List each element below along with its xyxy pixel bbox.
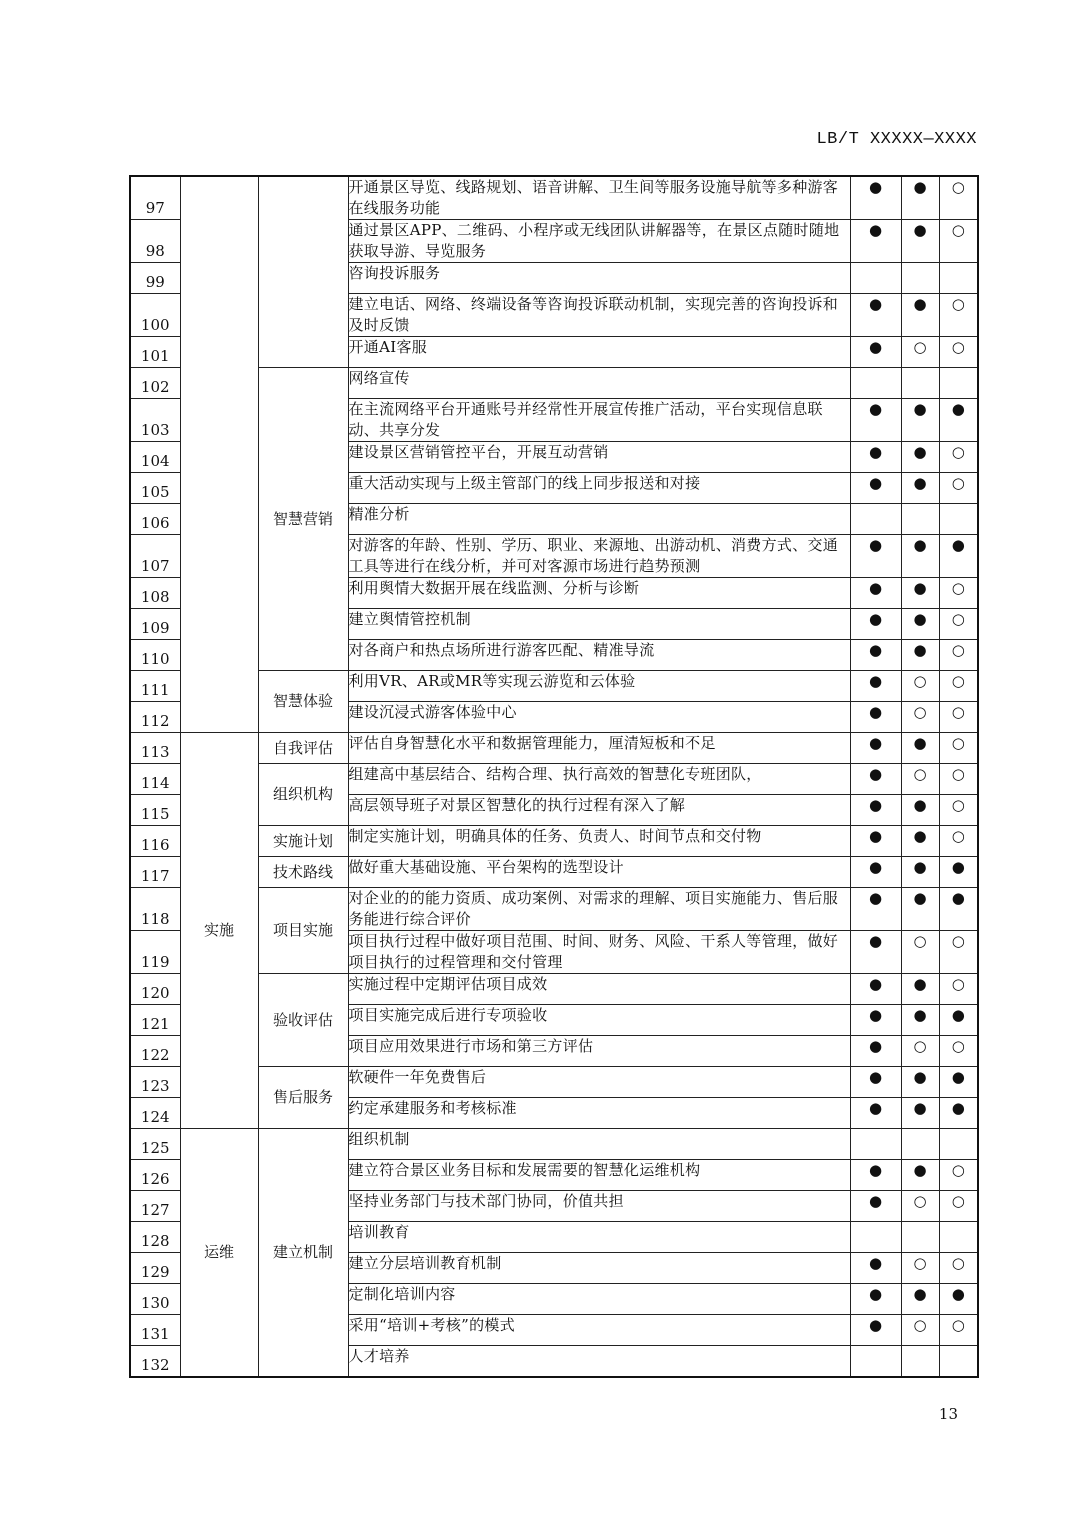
rating-mark-3: ○ [939,826,978,857]
item-text: 组织机制 [348,1129,850,1160]
item-text: 评估自身智慧化水平和数据管理能力，厘清短板和不足 [348,733,850,764]
rating-mark-2: ● [901,535,939,578]
rating-mark-1: ● [850,337,901,368]
item-text: 建设沉浸式游客体验中心 [348,702,850,733]
item-text: 精准分析 [348,504,850,535]
rating-mark-2: ● [901,578,939,609]
item-text: 高层领导班子对景区智慧化的执行过程有深入了解 [348,795,850,826]
rating-mark-2: ○ [901,337,939,368]
item-text: 项目应用效果进行市场和第三方评估 [348,1036,850,1067]
item-text: 通过景区APP、二维码、小程序或无线团队讲解器等，在景区点随时随地获取导游、导览服务 [348,220,850,263]
item-text: 建立电话、网络、终端设备等咨询投诉联动机制，实现完善的咨询投诉和及时反馈 [348,294,850,337]
rating-mark-1: ● [850,1098,901,1129]
rating-mark-1: ● [850,640,901,671]
row-number: 121 [130,1005,180,1036]
rating-mark-3: ● [939,1284,978,1315]
rating-mark-2: ○ [901,702,939,733]
rating-mark-2: ● [901,294,939,337]
rating-mark-1 [850,504,901,535]
rating-mark-1 [850,368,901,399]
table-row [130,826,978,857]
item-text: 建立符合景区业务目标和发展需要的智慧化运维机构 [348,1160,850,1191]
rating-mark-1: ● [850,857,901,888]
item-text: 建设景区营销管控平台，开展互动营销 [348,442,850,473]
item-text: 利用VR、AR或MR等实现云游览和云体验 [348,671,850,702]
rating-mark-2: ● [901,220,939,263]
row-number: 98 [130,220,180,263]
rating-mark-1 [850,1222,901,1253]
row-number: 102 [130,368,180,399]
table-row [130,176,978,220]
item-text: 定制化培训内容 [348,1284,850,1315]
item-text: 开通景区导览、线路规划、语音讲解、卫生间等服务设施导航等多种游客在线服务功能 [348,176,850,220]
rating-mark-1: ● [850,733,901,764]
rating-mark-3: ○ [939,1160,978,1191]
rating-mark-3 [939,1346,978,1377]
rating-mark-3: ○ [939,1191,978,1222]
rating-mark-1: ● [850,1191,901,1222]
document-code: LB/T XXXXX—XXXX [816,130,977,149]
rating-mark-2: ● [901,609,939,640]
rating-mark-1: ● [850,1036,901,1067]
rating-mark-3 [939,368,978,399]
row-number: 99 [130,263,180,294]
category-level2: 智慧营销 [258,368,348,671]
category-level1: 运维 [180,1129,258,1377]
rating-mark-3: ○ [939,176,978,220]
row-number: 132 [130,1346,180,1377]
rating-mark-3 [939,504,978,535]
rating-mark-2: ● [901,442,939,473]
rating-mark-2: ● [901,795,939,826]
rating-mark-3: ○ [939,609,978,640]
rating-mark-1 [850,263,901,294]
rating-mark-2: ○ [901,931,939,974]
rating-mark-3: ○ [939,733,978,764]
rating-mark-2: ● [901,1098,939,1129]
rating-mark-2: ● [901,473,939,504]
rating-mark-2: ● [901,857,939,888]
rating-mark-3 [939,263,978,294]
rating-mark-2 [901,504,939,535]
row-number: 129 [130,1253,180,1284]
item-text: 坚持业务部门与技术部门协同，价值共担 [348,1191,850,1222]
row-number: 127 [130,1191,180,1222]
rating-mark-3: ○ [939,578,978,609]
rating-mark-1: ● [850,535,901,578]
rating-mark-3: ○ [939,1315,978,1346]
table-row [130,888,978,931]
rating-mark-3: ○ [939,640,978,671]
rating-mark-1: ● [850,888,901,931]
rating-mark-3: ○ [939,702,978,733]
rating-mark-1: ● [850,442,901,473]
row-number: 104 [130,442,180,473]
table-row [130,368,978,399]
rating-mark-2: ● [901,176,939,220]
row-number: 122 [130,1036,180,1067]
table-row [130,974,978,1005]
category-level2: 技术路线 [258,857,348,888]
item-text: 培训教育 [348,1222,850,1253]
rating-mark-3: ○ [939,294,978,337]
row-number: 110 [130,640,180,671]
rating-mark-3: ● [939,1005,978,1036]
rating-mark-1: ● [850,473,901,504]
category-level2: 实施计划 [258,826,348,857]
rating-mark-1 [850,1129,901,1160]
item-text: 建立舆情管控机制 [348,609,850,640]
item-text: 网络宣传 [348,368,850,399]
row-number: 112 [130,702,180,733]
rating-mark-1: ● [850,671,901,702]
row-number: 128 [130,1222,180,1253]
row-number: 118 [130,888,180,931]
rating-mark-1: ● [850,578,901,609]
rating-mark-1: ● [850,931,901,974]
rating-mark-1: ● [850,399,901,442]
row-number: 131 [130,1315,180,1346]
rating-mark-2: ● [901,733,939,764]
item-text: 软硬件一年免费售后 [348,1067,850,1098]
rating-mark-3: ○ [939,337,978,368]
row-number: 100 [130,294,180,337]
category-level2: 建立机制 [258,1129,348,1377]
row-number: 106 [130,504,180,535]
rating-mark-3 [939,1222,978,1253]
item-text: 做好重大基础设施、平台架构的选型设计 [348,857,850,888]
row-number: 103 [130,399,180,442]
rating-mark-1: ● [850,609,901,640]
item-text: 对游客的年龄、性别、学历、职业、来源地、出游动机、消费方式、交通工具等进行在线分析，并可对客源市场进行趋势预测 [348,535,850,578]
table-row [130,671,978,702]
rating-mark-1: ● [850,176,901,220]
rating-mark-3: ○ [939,795,978,826]
row-number: 119 [130,931,180,974]
item-text: 约定承建服务和考核标准 [348,1098,850,1129]
item-text: 采用“培训+考核”的模式 [348,1315,850,1346]
rating-mark-2 [901,1222,939,1253]
category-level2 [258,176,348,368]
rating-mark-1: ● [850,826,901,857]
row-number: 130 [130,1284,180,1315]
row-number: 107 [130,535,180,578]
rating-mark-1: ● [850,764,901,795]
rating-mark-2: ○ [901,764,939,795]
rating-mark-2: ○ [901,1253,939,1284]
row-number: 108 [130,578,180,609]
rating-mark-3: ○ [939,1036,978,1067]
category-level1: 实施 [180,733,258,1129]
rating-mark-3: ○ [939,1253,978,1284]
rating-mark-3: ○ [939,931,978,974]
rating-mark-3: ○ [939,974,978,1005]
item-text: 实施过程中定期评估项目成效 [348,974,850,1005]
item-text: 项目实施完成后进行专项验收 [348,1005,850,1036]
row-number: 101 [130,337,180,368]
evaluation-table [129,175,979,1378]
rating-mark-3: ● [939,1067,978,1098]
rating-mark-2: ○ [901,671,939,702]
rating-mark-2: ● [901,888,939,931]
table-row [130,857,978,888]
row-number: 105 [130,473,180,504]
rating-mark-1: ● [850,795,901,826]
rating-mark-2 [901,368,939,399]
rating-mark-2: ● [901,399,939,442]
rating-mark-2: ● [901,640,939,671]
row-number: 113 [130,733,180,764]
row-number: 120 [130,974,180,1005]
rating-mark-1: ● [850,1315,901,1346]
rating-mark-3: ● [939,857,978,888]
row-number: 116 [130,826,180,857]
rating-mark-2: ● [901,1284,939,1315]
row-number: 115 [130,795,180,826]
category-level2: 自我评估 [258,733,348,764]
category-level2: 组织机构 [258,764,348,826]
rating-mark-2: ○ [901,1191,939,1222]
category-level2: 智慧体验 [258,671,348,733]
row-number: 124 [130,1098,180,1129]
rating-mark-1: ● [850,1160,901,1191]
rating-mark-2 [901,1346,939,1377]
rating-mark-2 [901,263,939,294]
rating-mark-1: ● [850,294,901,337]
row-number: 123 [130,1067,180,1098]
rating-mark-2: ○ [901,1315,939,1346]
rating-mark-1: ● [850,974,901,1005]
rating-mark-1: ● [850,1284,901,1315]
item-text: 重大活动实现与上级主管部门的线上同步报送和对接 [348,473,850,504]
rating-mark-3 [939,1129,978,1160]
row-number: 126 [130,1160,180,1191]
item-text: 人才培养 [348,1346,850,1377]
rating-mark-2: ● [901,1160,939,1191]
table-row [130,1067,978,1098]
rating-mark-1 [850,1346,901,1377]
rating-mark-3: ○ [939,220,978,263]
rating-mark-3: ● [939,1098,978,1129]
rating-mark-1: ● [850,1005,901,1036]
category-level2: 验收评估 [258,974,348,1067]
rating-mark-1: ● [850,1067,901,1098]
item-text: 对企业的的能力资质、成功案例、对需求的理解、项目实施能力、售后服务能进行综合评价 [348,888,850,931]
rating-mark-3: ○ [939,671,978,702]
item-text: 制定实施计划，明确具体的任务、负责人、时间节点和交付物 [348,826,850,857]
row-number: 111 [130,671,180,702]
row-number: 109 [130,609,180,640]
rating-mark-2: ○ [901,1036,939,1067]
rating-mark-2: ● [901,974,939,1005]
item-text: 在主流网络平台开通账号并经常性开展宣传推广活动，平台实现信息联动、共享分发 [348,399,850,442]
category-level2: 售后服务 [258,1067,348,1129]
rating-mark-3: ● [939,888,978,931]
row-number: 125 [130,1129,180,1160]
rating-mark-2: ● [901,1005,939,1036]
row-number: 117 [130,857,180,888]
rating-mark-3: ● [939,399,978,442]
table-row [130,733,978,764]
page-number: 13 [938,1405,958,1423]
item-text: 建立分层培训教育机制 [348,1253,850,1284]
rating-mark-1: ● [850,702,901,733]
rating-mark-2 [901,1129,939,1160]
item-text: 利用舆情大数据开展在线监测、分析与诊断 [348,578,850,609]
table-row [130,1129,978,1160]
rating-mark-3: ○ [939,442,978,473]
item-text: 开通AI客服 [348,337,850,368]
item-text: 咨询投诉服务 [348,263,850,294]
item-text: 对各商户和热点场所进行游客匹配、精准导流 [348,640,850,671]
rating-mark-3: ○ [939,473,978,504]
rating-mark-3: ● [939,535,978,578]
row-number: 97 [130,176,180,220]
rating-mark-1: ● [850,1253,901,1284]
rating-mark-2: ● [901,1067,939,1098]
table-row [130,764,978,795]
rating-mark-3: ○ [939,764,978,795]
item-text: 项目执行过程中做好项目范围、时间、财务、风险、干系人等管理，做好项目执行的过程管理和交付管理 [348,931,850,974]
category-level2: 项目实施 [258,888,348,974]
row-number: 114 [130,764,180,795]
item-text: 组建高中基层结合、结构合理、执行高效的智慧化专班团队， [348,764,850,795]
rating-mark-2: ● [901,826,939,857]
rating-mark-1: ● [850,220,901,263]
category-level1 [180,176,258,733]
